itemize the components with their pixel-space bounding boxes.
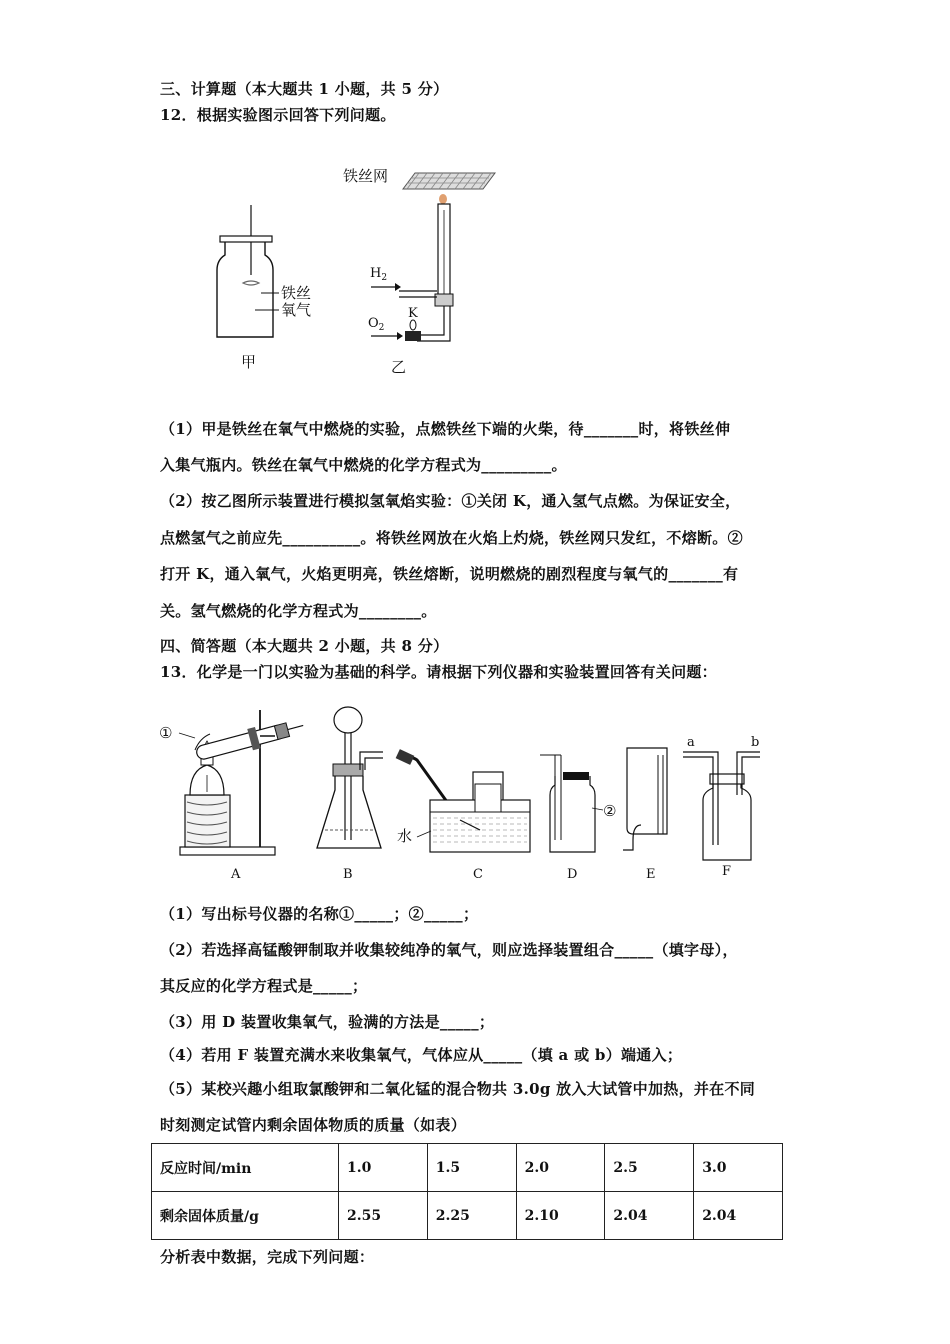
label-mesh: 铁丝网 (343, 167, 389, 185)
label-b-upper: B (343, 867, 353, 882)
section4-heading: 四、简答题（本大题共 2 小题，共 8 分） (160, 637, 449, 655)
q13-part4: （4）若用 F 装置充满水来收集氧气，气体应从_____（填 a 或 b）端通入； (160, 1046, 683, 1064)
q12-part1-line2: 入集气瓶内。铁丝在氧气中燃烧的化学方程式为_________。 (160, 456, 567, 474)
q12-title: 12．根据实验图示回答下列问题。 (160, 106, 396, 124)
label-k: K (408, 306, 418, 321)
label-e-upper: E (646, 867, 656, 882)
table-row-header: 剩余固体质量/g (152, 1192, 339, 1240)
label-a-upper: A (231, 867, 241, 882)
table-row (152, 1192, 783, 1240)
q12-part2-line1: （2）按乙图所示装置进行模拟氢氧焰实验：①关闭 K，通入氢气点燃。为保证安全， (160, 492, 741, 510)
apparatus-c (396, 749, 530, 852)
q12-part2-line4: 关。氢气燃烧的化学方程式为________。 (160, 602, 437, 620)
label-yangqi: 氧气 (281, 301, 312, 319)
label-circ1: ① (159, 724, 173, 742)
label-b: b (751, 735, 760, 750)
label-o2: $O_2$ (368, 316, 385, 333)
section3-heading: 三、计算题（本大题共 1 小题，共 5 分） (160, 80, 449, 98)
label-water: 水 (397, 827, 413, 845)
q13-part1: （1）写出标号仪器的名称①_____；②_____； (160, 905, 479, 923)
table-cell: 2.04 (694, 1192, 783, 1240)
table-cell: 2.04 (605, 1192, 694, 1240)
flame (439, 194, 447, 204)
table-cell: 2.10 (516, 1192, 605, 1240)
after-table-text: 分析表中数据，完成下列问题： (160, 1248, 375, 1266)
label-h2: $H_2$ (370, 266, 388, 283)
table-cell: 2.5 (605, 1144, 694, 1192)
label-c-upper: C (473, 867, 483, 882)
table-cell: 2.0 (516, 1144, 605, 1192)
label-tiesi: 铁丝 (281, 284, 312, 302)
apparatus-f (683, 752, 760, 860)
q13-part5-line1: （5）某校兴趣小组取氯酸钾和二氧化锰的混合物共 3.0g 放入大试管中加热，并在不同 (160, 1080, 756, 1098)
table-cell: 1.5 (427, 1144, 516, 1192)
label-d-upper: D (567, 867, 578, 882)
label-jia: 甲 (241, 353, 257, 371)
label-circ2: ② (603, 802, 617, 820)
apparatus-b (317, 707, 383, 848)
table-cell: 2.55 (339, 1192, 428, 1240)
q13-part2-line1: （2）若选择高锰酸钾制取并收集较纯净的氧气，则应选择装置组合_____（填字母）， (160, 941, 738, 959)
q13-part2-line2: 其反应的化学方程式是_____； (160, 977, 368, 995)
label-yi: 乙 (391, 358, 407, 376)
gas-jar-apparatus (217, 205, 279, 337)
iron-mesh (403, 173, 495, 189)
q12-figure (205, 165, 515, 385)
table-row (152, 1144, 783, 1192)
apparatus-a (179, 710, 306, 855)
label-f-upper: F (722, 864, 732, 879)
q13-title: 13．化学是一门以实验为基础的科学。请根据下列仪器和实验装置回答有关问题： (160, 663, 717, 681)
q13-part3: （3）用 D 装置收集氧气，验满的方法是_____； (160, 1013, 495, 1031)
q13-figure (155, 700, 775, 885)
q13-part5-line2: 时刻测定试管内剩余固体物质的质量（如表） (160, 1116, 467, 1134)
q12-part2-line2: 点燃氢气之前应先__________。将铁丝网放在火焰上灼烧，铁丝网只发红，不熔断。② (160, 529, 743, 547)
mesh-burner-apparatus (371, 173, 495, 341)
data-table (151, 1143, 783, 1240)
table-cell: 1.0 (339, 1144, 428, 1192)
valve-k (405, 331, 421, 341)
table-row-header: 反应时间/min (152, 1144, 339, 1192)
q12-part1-line1: （1）甲是铁丝在氧气中燃烧的实验，点燃铁丝下端的火柴，待_______时，将铁丝伸 (160, 420, 731, 438)
apparatus-d (540, 755, 603, 852)
q12-part2-line3: 打开 K，通入氧气，火焰更明亮，铁丝熔断，说明燃烧的剧烈程度与氧气的_______有 (160, 565, 739, 583)
label-a: a (687, 735, 695, 750)
apparatus-e (623, 748, 667, 850)
table-cell: 3.0 (694, 1144, 783, 1192)
table-cell: 2.25 (427, 1192, 516, 1240)
